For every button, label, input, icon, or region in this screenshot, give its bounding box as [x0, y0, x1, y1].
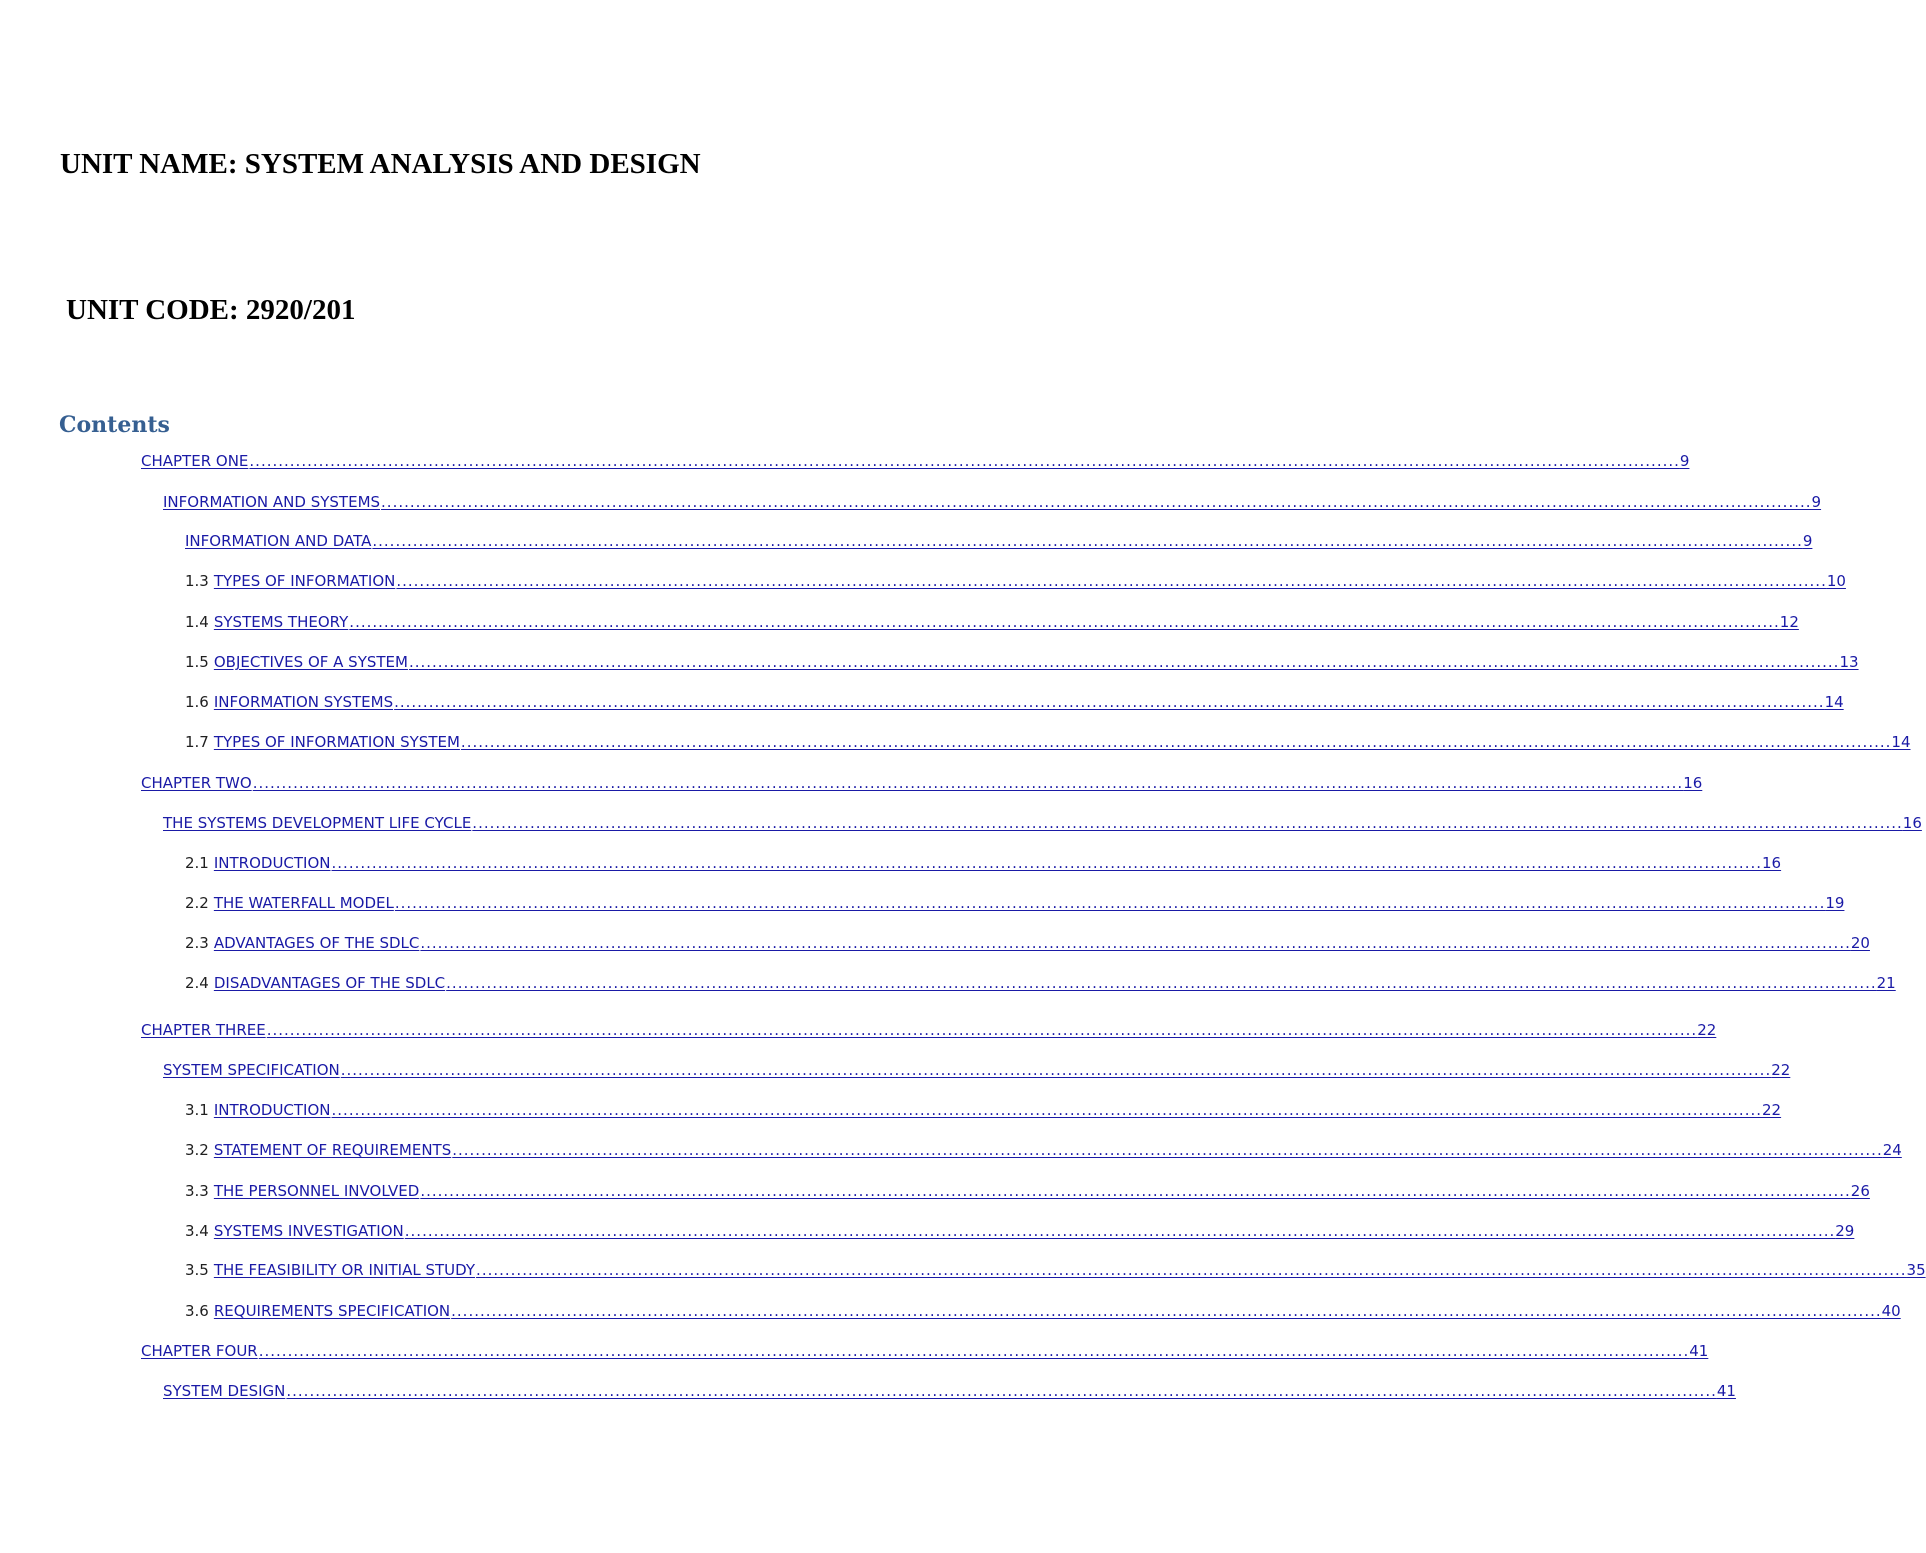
toc-dot-leader: ........................................................................................................................................................................................................................................................: [394, 894, 1826, 912]
toc-entry-title: SYSTEM DESIGN: [163, 1382, 286, 1400]
toc-entry-objectives-of-a-system[interactable]: [185, 652, 1859, 672]
toc-entry-information-and-systems[interactable]: [163, 492, 1822, 512]
toc-entry-introduction-2-1[interactable]: [185, 853, 1782, 873]
toc-entry-chapter-four[interactable]: [141, 1341, 1709, 1361]
toc-entry-title: SYSTEM SPECIFICATION: [163, 1061, 340, 1079]
toc-entry-title: ADVANTAGES OF THE SDLC: [213, 934, 420, 952]
toc-entry-number: 3.1: [185, 1101, 209, 1119]
toc-entry-title: THE PERSONNEL INVOLVED: [213, 1182, 420, 1200]
toc-entry-title: CHAPTER THREE: [141, 1021, 266, 1039]
toc-entry-title: DISADVANTAGES OF THE SDLC: [213, 974, 446, 992]
unit-name-heading: UNIT NAME: SYSTEM ANALYSIS AND DESIGN: [60, 148, 701, 180]
toc-entry-title: CHAPTER ONE: [141, 452, 249, 470]
toc-entry-number: 3.2: [185, 1141, 209, 1159]
toc-entry-page: 20: [1850, 934, 1870, 952]
toc-entry-page: 9: [1811, 493, 1822, 511]
toc-entry-page: 12: [1779, 613, 1799, 631]
toc-dot-leader: ........................................................................................................................................................................................................................................................: [372, 532, 1803, 550]
toc-dot-leader: ........................................................................................................................................................................................................................................................: [286, 1382, 1717, 1400]
toc-entry-number: 2.1: [185, 854, 209, 872]
toc-dot-leader: ........................................................................................................................................................................................................................................................: [451, 1302, 1882, 1320]
toc-entry-number: 2.3: [185, 934, 209, 952]
toc-entry-title: THE SYSTEMS DEVELOPMENT LIFE CYCLE: [163, 814, 472, 832]
toc-entry-title: STATEMENT OF REQUIREMENTS: [213, 1141, 452, 1159]
toc-entry-page: 35: [1906, 1261, 1926, 1279]
toc-entry-disadvantages-of-sdlc[interactable]: [185, 973, 1896, 993]
toc-dot-leader: ........................................................................................................................................................................................................................................................: [349, 613, 1780, 631]
toc-entry-title: REQUIREMENTS SPECIFICATION: [213, 1302, 451, 1320]
toc-entry-system-design[interactable]: [163, 1381, 1736, 1401]
toc-entry-title: SYSTEMS INVESTIGATION: [213, 1222, 404, 1240]
toc-entry-number: 3.6: [185, 1302, 209, 1320]
toc-entry-statement-of-requirements[interactable]: [185, 1140, 1902, 1160]
toc-dot-leader: ........................................................................................................................................................................................................................................................: [420, 1182, 1851, 1200]
toc-entry-number: 1.4: [185, 613, 209, 631]
toc-entry-page: 41: [1716, 1382, 1736, 1400]
toc-entry-page: 29: [1835, 1222, 1855, 1240]
toc-entry-title: CHAPTER FOUR: [141, 1342, 258, 1360]
toc-entry-number: 1.7: [185, 733, 209, 751]
toc-entry-title: CHAPTER TWO: [141, 774, 252, 792]
toc-entry-page: 21: [1876, 974, 1896, 992]
toc-entry-title: THE WATERFALL MODEL: [213, 894, 394, 912]
toc-entry-page: 16: [1683, 774, 1703, 792]
toc-entry-chapter-two[interactable]: [141, 773, 1703, 793]
toc-entry-system-specification[interactable]: [163, 1060, 1791, 1080]
toc-entry-page: 13: [1839, 653, 1859, 671]
toc-entry-page: 16: [1762, 854, 1782, 872]
toc-dot-leader: ........................................................................................................................................................................................................................................................: [266, 1021, 1698, 1039]
toc-entry-page: 41: [1689, 1342, 1709, 1360]
toc-entry-chapter-three[interactable]: [141, 1020, 1717, 1040]
toc-entry-information-and-data[interactable]: [185, 531, 1813, 551]
toc-entry-systems-theory[interactable]: [185, 612, 1799, 632]
toc-dot-leader: ........................................................................................................................................................................................................................................................: [460, 733, 1892, 751]
toc-entry-systems-development-life-cycle[interactable]: [163, 813, 1922, 833]
toc-entry-systems-investigation[interactable]: [185, 1221, 1855, 1241]
toc-dot-leader: ........................................................................................................................................................................................................................................................: [381, 493, 1812, 511]
toc-entry-information-systems[interactable]: [185, 692, 1844, 712]
toc-entry-number: 3.4: [185, 1222, 209, 1240]
toc-dot-leader: ........................................................................................................................................................................................................................................................: [258, 1342, 1690, 1360]
toc-entry-chapter-one[interactable]: [141, 451, 1690, 471]
toc-dot-leader: ........................................................................................................................................................................................................................................................: [396, 572, 1827, 590]
toc-dot-leader: ........................................................................................................................................................................................................................................................: [340, 1061, 1772, 1079]
toc-entry-title: INFORMATION AND SYSTEMS: [163, 493, 381, 511]
toc-entry-page: 19: [1825, 894, 1845, 912]
toc-entry-page: 16: [1902, 814, 1922, 832]
toc-entry-number: 3.3: [185, 1182, 209, 1200]
toc-entry-personnel-involved[interactable]: [185, 1181, 1870, 1201]
toc-entry-title: TYPES OF INFORMATION SYSTEM: [213, 733, 460, 751]
toc-entry-feasibility-study[interactable]: [185, 1260, 1926, 1280]
toc-entry-page: 9: [1802, 532, 1813, 550]
toc-entry-title: SYSTEMS THEORY: [213, 613, 349, 631]
toc-dot-leader: ........................................................................................................................................................................................................................................................: [446, 974, 1877, 992]
toc-dot-leader: ........................................................................................................................................................................................................................................................: [249, 452, 1680, 470]
toc-dot-leader: ........................................................................................................................................................................................................................................................: [331, 854, 1762, 872]
toc-entry-page: 40: [1881, 1302, 1901, 1320]
toc-entry-requirements-specification[interactable]: [185, 1301, 1901, 1321]
toc-entry-introduction-3-1[interactable]: [185, 1100, 1782, 1120]
toc-dot-leader: ........................................................................................................................................................................................................................................................: [420, 934, 1851, 952]
toc-dot-leader: ........................................................................................................................................................................................................................................................: [394, 693, 1825, 711]
toc-entry-title: THE FEASIBILITY OR INITIAL STUDY: [213, 1261, 476, 1279]
unit-code-heading: UNIT CODE: 2920/201: [66, 294, 356, 326]
toc-entry-page: 9: [1679, 452, 1690, 470]
toc-entry-title: INFORMATION SYSTEMS: [213, 693, 394, 711]
toc-entry-page: 22: [1697, 1021, 1717, 1039]
toc-entry-title: INTRODUCTION: [213, 1101, 331, 1119]
toc-entry-number: 3.5: [185, 1261, 209, 1279]
toc-entry-title: TYPES OF INFORMATION: [213, 572, 396, 590]
toc-dot-leader: ........................................................................................................................................................................................................................................................: [404, 1222, 1836, 1240]
toc-entry-page: 24: [1882, 1141, 1902, 1159]
toc-entry-page: 22: [1771, 1061, 1791, 1079]
toc-entry-waterfall-model[interactable]: [185, 893, 1845, 913]
toc-entry-title: INFORMATION AND DATA: [185, 532, 372, 550]
contents-heading: Contents: [59, 412, 170, 438]
toc-entry-number: 2.4: [185, 974, 209, 992]
toc-entry-advantages-of-sdlc[interactable]: [185, 933, 1870, 953]
toc-dot-leader: ........................................................................................................................................................................................................................................................: [408, 653, 1840, 671]
toc-entry-title: OBJECTIVES OF A SYSTEM: [213, 653, 408, 671]
toc-entry-page: 26: [1850, 1182, 1870, 1200]
toc-dot-leader: ........................................................................................................................................................................................................................................................: [476, 1261, 1907, 1279]
toc-dot-leader: ........................................................................................................................................................................................................................................................: [252, 774, 1684, 792]
toc-entry-page: 14: [1824, 693, 1844, 711]
toc-entry-page: 22: [1762, 1101, 1782, 1119]
toc-entry-number: 1.6: [185, 693, 209, 711]
toc-entry-page: 10: [1826, 572, 1846, 590]
toc-dot-leader: ........................................................................................................................................................................................................................................................: [472, 814, 1903, 832]
toc-entry-types-of-information[interactable]: [185, 571, 1846, 591]
toc-entry-title: INTRODUCTION: [213, 854, 331, 872]
toc-entry-number: 2.2: [185, 894, 209, 912]
toc-entry-number: 1.5: [185, 653, 209, 671]
toc-dot-leader: ........................................................................................................................................................................................................................................................: [452, 1141, 1883, 1159]
toc-entry-types-of-information-system[interactable]: [185, 732, 1911, 752]
toc-dot-leader: ........................................................................................................................................................................................................................................................: [331, 1101, 1762, 1119]
toc-entry-page: 14: [1891, 733, 1911, 751]
toc-entry-number: 1.3: [185, 572, 209, 590]
